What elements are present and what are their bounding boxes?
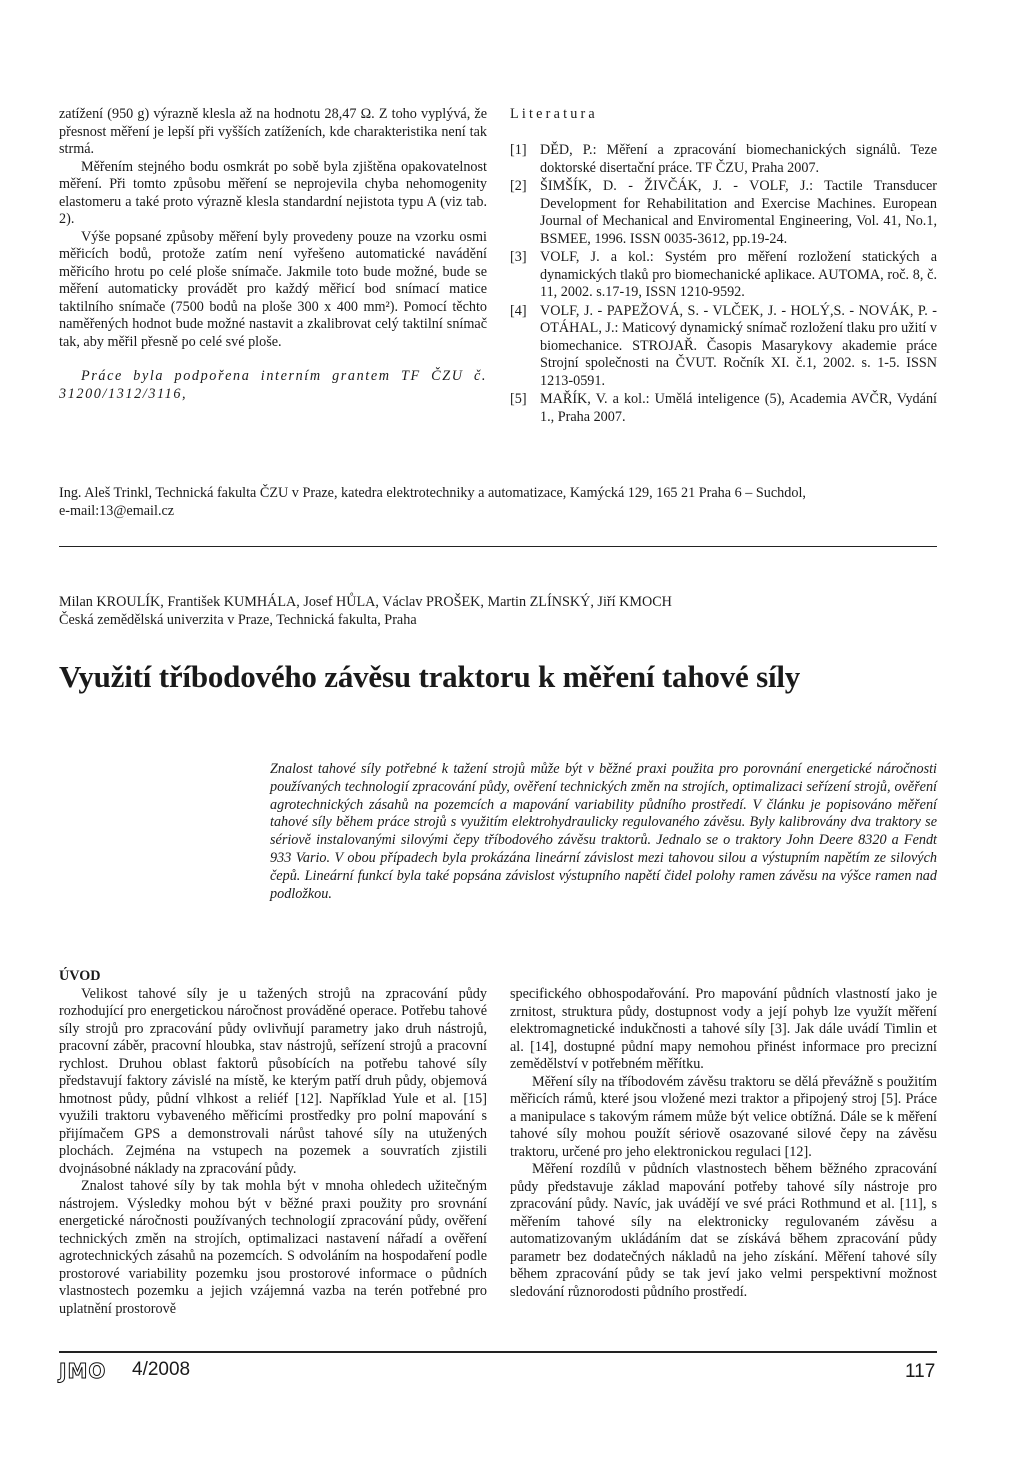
section-divider	[59, 546, 937, 547]
body-paragraph: Měření síly na tříbodovém závěsu traktoru se dělá převážně s použitím měřicích rámů, které jsou vložené mezi traktor a připojený stroj [5]. Práce a manipulace s takovým rámem může být velice obtížná. Dále se k měření tahové síly mohou použít sériově osazované silové čepy na závěsu traktoru, určené pro jeho elektronickou regulaci [12].	[510, 1073, 937, 1160]
body-left-column	[59, 968, 487, 1318]
section-heading: ÚVOD	[59, 968, 101, 984]
acknowledgement: Práce byla podpořena interním grantem TF ČZU č. 31200/1312/3116,	[59, 368, 487, 402]
body-paragraph: Měření rozdílů v půdních vlastnostech během běžného zpracování půdy představuje základ mapování potřeby tahové síly nástroje pro zpracování půdy. Navíc, jak uvádějí ve své práci Rothmund et al. [11], s měřením tahové síly na elektronicky regulovaném závěsu a automatizovaným ukládáním dat se získává během zpracování půdy parametr bez dodatečných nákladů na jeho získání. Měření tahové síly během zpracování půdy se tak jeví jako velmi perspektivní možnost sledování různorodosti půdního prostředí.	[510, 1161, 937, 1300]
article-title: Využití tříbodového závěsu traktoru k měření tahové síly	[59, 659, 801, 694]
page-number: 117	[905, 1361, 936, 1382]
reference-item: [4] VOLF, J. - PAPEŽOVÁ, S. - VLČEK, J. - HOLÝ,S. - NOVÁK, P. - OTÁHAL, J.: Maticový dynamický snímač rozložení tlaku pro užití v biomechanice. STROJAŘ. Časopis Masarykovy akademie práce Strojní společnosti na ČVUT. Ročník XI. č.1, 2002. s. 1-5. ISSN 1213-0591.	[510, 302, 937, 389]
body-paragraph: zatížení (950 g) výrazně klesla až na hodnotu 28,47 Ω. Z toho vyplývá, že přesnost měření je lepší při vyšších zatíženích, kde charakteristika není tak strmá.	[59, 106, 487, 157]
body-paragraph: Měřením stejného bodu osmkrát po sobě byla zjištěna opakovatelnost měření. Při tomto způsobu měření se neprojevila chyba nehomogenity elastomeru a také proto výrazně klesla standardní nejistota typu A (viz tab. 2).	[59, 158, 487, 227]
reference-item: [2] ŠIMŠÍK, D. - ŽIVČÁK, J. - VOLF, J.: Tactile Transducer Development for Rehabilitation and Exercise Machines. European Journal of Mechanical and Enviromental Engineering, Vol. 41, No.1, BSMEE, 1996. ISSN 0035-3612, pp.19-24.	[510, 178, 937, 247]
reference-item: [5] MAŘÍK, V. a kol.: Umělá inteligence (5), Academia AVČR, Vydání 1., Praha 2007.	[510, 391, 937, 425]
footer-rule	[59, 1351, 937, 1353]
article-abstract: Znalost tahové síly potřebné k tažení strojů může být v běžné praxi použita pro porovnání energetické náročnosti používaných technologií zpracování půdy, ověření technických změn na strojích, optimalizaci seřízení strojů, ověření agrotechnických zásahů na pozemcích a mapování variability půdního prostředí. V článku je popisováno měření tahové síly během práce strojů s využitím elektrohydraulicky regulovaného závěsu. Byly kalibrovány dva traktory se sériově instalovanými silovými čepy tříbodového závěsu traktorů. Jednalo se o traktory John Deere 8320 a Fendt 933 Vario. V obou případech byla prokázána lineární závislost mezi tahovou silou a výstupním napětím ze silových čepů. Lineární funkcí byla také popsána závislost výstupního napětí čidel polohy ramen závěsu na výšce ramen nad podložkou.	[270, 761, 937, 902]
body-right-column	[510, 986, 937, 1301]
body-paragraph: Znalost tahové síly by tak mohla být v mnoha ohledech užitečným nástrojem. Výsledky mohou být v běžné praxi použity pro srovnání energetické náročnosti používaných technologií zpracování půdy, ověření technických změn na strojích, optimalizaci nastavení nářadí a ověření agrotechnických zásahů na pozemcích. S odvoláním na hospodaření podle prostorové variability pozemku jsou prostorové informace o půdních vlastnostech pozemku a jejich vzájemná vazba na terén potřebné pro uplatnění prostorově	[59, 1178, 487, 1317]
article-authors-block	[59, 594, 939, 629]
body-paragraph: Výše popsané způsoby měření byly provedeny pouze na vzorku osmi měřicích bodů, protože zatím není vyřešeno automatické navádění měřicího hrotu po celé ploše snímače. Jakmile toto bude možné, bude se měření automaticky provádět pro každý měřicí bod snímací matice taktilního snímače (7500 bodů na ploše 300 x 400 mm²). Pomocí těchto naměřených hodnot bude možné nastavit a zkalibrovat celý taktilní snímač tak, aby měřil přesně po celé své ploše.	[59, 228, 487, 350]
body-paragraph: specifického obhospodařování. Pro mapování půdních vlastností jako je zrnitost, struktura půdy, dostupnost vody a její pohyb lze využít měření elektromagnetické indukčnosti a tahové síly [3]. Jak dále uvádí Timlin et al. [14], dostupné půdní mapy nemohou přinést informace pro precizní zemědělství v potřebném měřítku.	[510, 986, 937, 1072]
reference-item: [1] DĚD, P.: Měření a zpracování biomechanických signálů. Teze doktorské disertační práce. TF ČZU, Praha 2007.	[510, 142, 937, 176]
article-institution: Česká zemědělská univerzita v Praze, Technická fakulta, Praha	[59, 611, 417, 628]
body-paragraph: Velikost tahové síly je u tažených strojů na zpracování půdy rozhodující pro energetickou náročnost prováděné operace. Potřebu tahové síly strojů pro zpracování půdy ovlivňují parametry jako druh nástrojů, pracovní záběr, pracovní hloubka, stav nástrojů, seřízení strojů a pracovní rychlost. Druhou oblast faktorů působících na potřebu tahové síly představují faktory závislé na místě, ke kterým patří druh půdy, objemová hmotnost půdy, půdní vlhkost a reliéf [12]. Například Yule et al. [15] využili traktoru vybaveného měřicími prostředky pro polní mapování s přijímačem GPS a demonstrovali nárůst tahové síly na utužených plochách. Zejména na vstupech na pozemek a souvratích zjistili dvojnásobné náklady na zpracování půdy.	[59, 985, 487, 1177]
previous-affiliation: Ing. Aleš Trinkl, Technická fakulta ČZU v Praze, katedra elektrotechniky a automatizace, Kamýcká 129, 165 21 Praha 6 – Suchdol, e-mail:13@email.cz	[59, 485, 806, 519]
journal-logo: JMO	[59, 1359, 107, 1383]
article-authors: Milan KROULÍK, František KUMHÁLA, Josef HŮLA, Václav PROŠEK, Martin ZLÍNSKÝ, Jiří KMOCH	[59, 594, 672, 610]
issue-number: 4/2008	[132, 1359, 191, 1380]
literature-section	[510, 106, 937, 427]
top-left-column	[59, 106, 487, 403]
literature-heading: Literatura	[510, 106, 598, 122]
reference-item: [3] VOLF, J. a kol.: Systém pro měření rozložení statických a dynamických tlaků pro biomechanické aplikace. AUTOMA, roč. 8, č. 11, 2002. s.17-19, ISSN 1210-9592.	[510, 249, 937, 300]
